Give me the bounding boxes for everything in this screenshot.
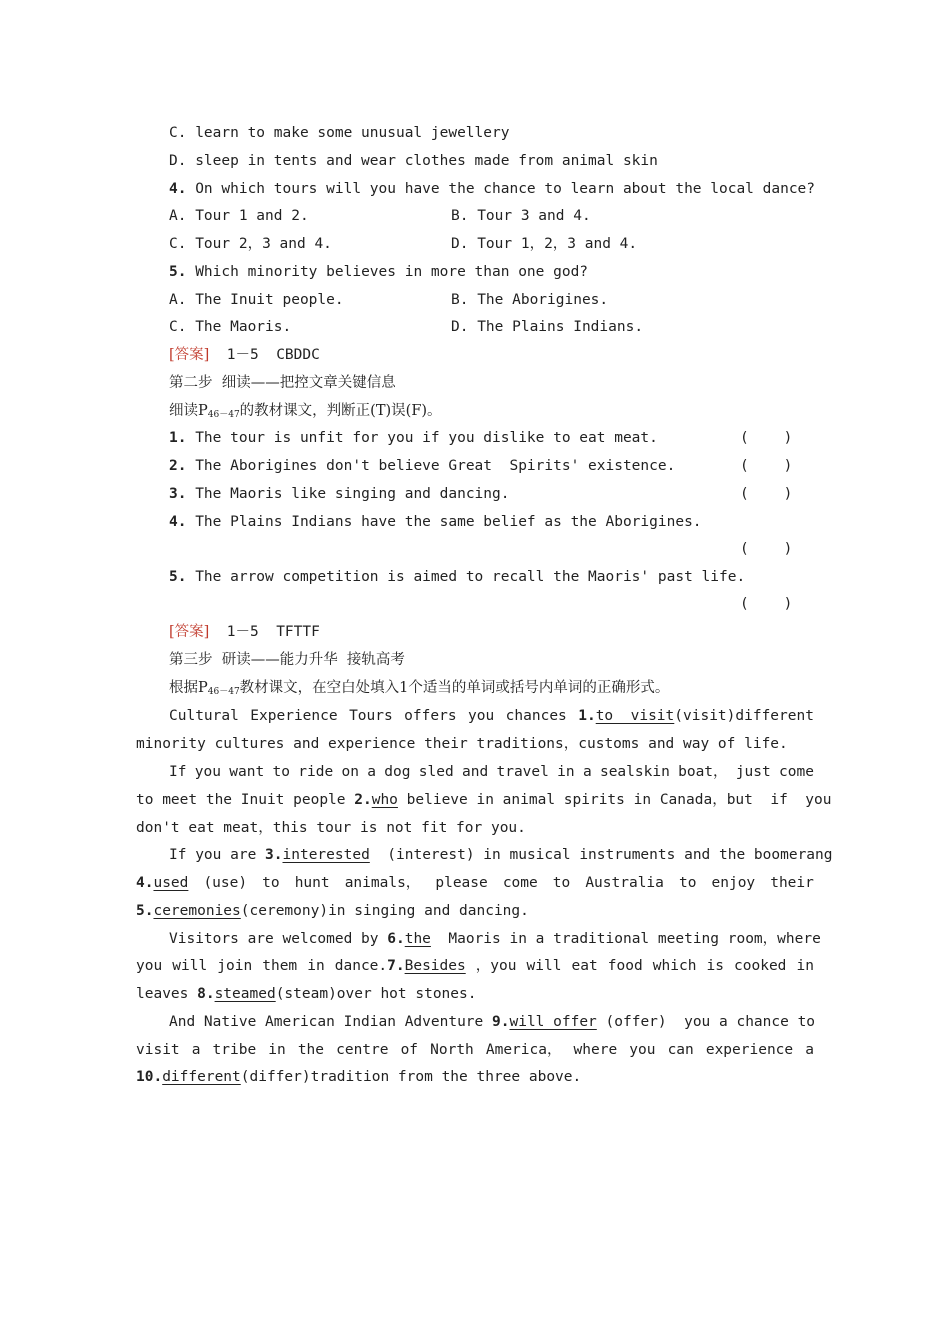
blank-answer: different <box>162 1069 241 1085</box>
item-number: 2. <box>169 458 187 474</box>
word: you <box>468 708 495 724</box>
word: Experience <box>250 708 338 724</box>
blank-answer: ceremonies <box>153 903 241 919</box>
word: If <box>169 764 187 780</box>
instr-post: 的教材课文，判断正(T)误(F)。 <box>239 403 442 419</box>
blank-number: 5. <box>136 903 154 919</box>
passage-p4-line3 <box>136 984 476 1004</box>
blank-answer: to visit <box>595 708 675 724</box>
instr-pre: 细读P <box>169 403 208 419</box>
q5-option-a: A. The Inuit people. <box>169 292 344 308</box>
blank-answer: the <box>404 931 431 947</box>
word: America， <box>485 1042 562 1058</box>
passage-p2-line1 <box>169 762 814 782</box>
text: to meet the Inuit people <box>136 792 355 808</box>
answer-line-1 <box>169 345 320 365</box>
passage-p5-line3 <box>136 1067 581 1087</box>
word: please <box>435 875 488 891</box>
word: to <box>262 875 280 891</box>
blank-number: 4. <box>136 875 154 891</box>
passage-p3-line2 <box>136 873 814 893</box>
word: eat <box>571 958 598 974</box>
blank-number: 1. <box>578 708 596 724</box>
blank-1 <box>578 706 814 726</box>
word: you <box>629 1042 656 1058</box>
word: where <box>573 1042 618 1058</box>
blank-number: 3. <box>265 847 283 863</box>
blank-number: 8. <box>197 986 215 1002</box>
item-number: 1. <box>169 430 187 446</box>
blank-answer: who <box>371 792 398 808</box>
text: And Native American Indian Adventure <box>169 1014 493 1030</box>
word: to <box>272 764 290 780</box>
text: Visitors are welcomed by <box>169 931 388 947</box>
tf-item-5 <box>169 567 745 587</box>
word: is <box>706 958 724 974</box>
word: ，you <box>475 958 517 974</box>
item-text: The Aborigines don't believe Great Spirits' existence. <box>186 458 676 474</box>
step2-heading: 第二步 细读——把控文章关键信息 <box>169 375 396 391</box>
tf-item-4 <box>169 512 702 532</box>
step2-instruction <box>169 401 442 425</box>
word: and <box>461 764 489 780</box>
q5-option-b: B. The Aborigines. <box>451 292 609 308</box>
blank-answer: steamed <box>214 986 276 1002</box>
word: Tours <box>349 708 393 724</box>
word: can <box>667 1042 694 1058</box>
word: the <box>297 1042 325 1058</box>
word: will <box>172 958 208 974</box>
word: ride <box>298 764 334 780</box>
word: a <box>367 764 376 780</box>
word: them <box>262 958 298 974</box>
text: (steam)over hot stones. <box>275 986 477 1002</box>
tf-item-3 <box>169 484 509 504</box>
item-text: The Maoris like singing and dancing. <box>186 486 510 502</box>
word: come <box>502 875 538 891</box>
word: a <box>191 1042 201 1058</box>
q3-option-c: C. learn to make some unusual jewellery <box>169 125 510 141</box>
question-number: 4. <box>169 181 187 197</box>
word: of <box>400 1042 419 1058</box>
q5-option-c: C. The Maoris. <box>169 319 292 335</box>
q4-option-d: D. Tour 1，2，3 and 4. <box>451 236 638 252</box>
answer-tag: [答案] <box>169 347 210 363</box>
passage-p2-line3: don't eat meat，this tour is not fit for you. <box>136 820 526 836</box>
word: North <box>430 1042 474 1058</box>
blank-number: 7. <box>387 958 405 974</box>
passage-p4-line2 <box>136 956 814 976</box>
word: which <box>652 958 697 974</box>
word: will <box>526 958 562 974</box>
step3-instruction <box>169 678 669 702</box>
question-number: 5. <box>169 264 187 280</box>
blank-number: 2. <box>354 792 372 808</box>
passage-p5-line2 <box>136 1040 814 1060</box>
item-number: 5. <box>169 569 187 585</box>
item-text: The Plains Indians have the same belief as the Aborigines. <box>186 514 702 530</box>
question-text: Which minority believes in more than one god? <box>186 264 589 280</box>
answer-bracket[interactable]: ( ) <box>740 430 793 446</box>
word: join <box>217 958 253 974</box>
word: travel <box>496 764 549 780</box>
tf-item-2 <box>169 456 675 476</box>
question-text: On which tours will you have the chance to learn about the local dance? <box>186 181 816 197</box>
text: (ceremony)in singing and dancing. <box>240 903 529 919</box>
word: want <box>229 764 265 780</box>
word: in <box>796 958 814 974</box>
word: boat， <box>678 764 728 780</box>
passage-p4-line1 <box>169 929 821 949</box>
text: believe in animal spirits in Canada，but if you <box>397 792 832 808</box>
instr-post: 教材课文，在空白处填入1个适当的单词或括号内单词的正确形式。 <box>239 680 670 696</box>
text: (visit)different <box>674 708 814 724</box>
page-range: 46－47 <box>207 410 240 420</box>
answer-bracket[interactable]: ( ) <box>740 596 793 612</box>
word: animals， <box>344 875 421 891</box>
blank-number: 9. <box>492 1014 510 1030</box>
q4-option-c: C. Tour 2，3 and 4. <box>169 236 332 252</box>
answer-text: 1－5 TFTTF <box>209 624 320 640</box>
text: (offer) you a chance to <box>596 1014 816 1030</box>
blank-4 <box>136 873 188 893</box>
passage-p3-line1 <box>169 845 833 865</box>
word: in <box>557 764 575 780</box>
answer-line-2 <box>169 622 320 642</box>
answer-bracket[interactable]: ( ) <box>740 486 793 502</box>
instr-pre: 根据P <box>169 680 208 696</box>
word: chances <box>505 708 567 724</box>
question-5 <box>169 262 588 282</box>
q4-option-b: B. Tour 3 and 4. <box>451 208 591 224</box>
blank-answer: used <box>153 875 189 891</box>
passage-p1-line2: minority cultures and experience their traditions，customs and way of life. <box>136 736 788 752</box>
word: visit <box>136 1042 180 1058</box>
passage-p5-line1 <box>169 1012 815 1032</box>
word: Australia <box>585 875 664 891</box>
item-number: 3. <box>169 486 187 502</box>
word: tribe <box>212 1042 257 1058</box>
tf-item-1 <box>169 428 658 448</box>
word: to <box>678 875 697 891</box>
word: in <box>268 1042 286 1058</box>
word: hunt <box>294 875 330 891</box>
word: a <box>805 1042 814 1058</box>
q5-option-d: D. The Plains Indians. <box>451 319 644 335</box>
word: cooked <box>734 958 787 974</box>
item-number: 4. <box>169 514 187 530</box>
blank-answer: Besides <box>404 958 466 974</box>
word: (use) <box>203 875 248 891</box>
word: centre <box>336 1042 389 1058</box>
item-text: The arrow competition is aimed to recall the Maoris' past life. <box>186 569 746 585</box>
item-text: The tour is unfit for you if you dislike to eat meat. <box>186 430 658 446</box>
word: in <box>307 958 325 974</box>
passage-p3-line3 <box>136 901 529 921</box>
word: dance. <box>334 958 388 974</box>
page-range: 46－47 <box>207 687 240 697</box>
word: Cultural <box>169 708 239 724</box>
q4-option-a: A. Tour 1 and 2. <box>169 208 309 224</box>
answer-text: 1－5 CBDDC <box>209 347 320 363</box>
word: their <box>770 875 814 891</box>
answer-bracket[interactable]: ( ) <box>740 458 793 474</box>
text: Maoris in a traditional meeting room，where <box>430 931 821 947</box>
word: sled <box>418 764 454 780</box>
answer-bracket[interactable]: ( ) <box>740 541 793 557</box>
word: come <box>779 764 814 780</box>
blank-answer: interested <box>282 847 370 863</box>
word: sealskin <box>599 764 670 780</box>
blank-answer: will offer <box>509 1014 597 1030</box>
passage-p2-line2 <box>136 790 831 810</box>
word: offers <box>404 708 457 724</box>
word: you <box>136 958 163 974</box>
blank-number: 10. <box>136 1069 163 1085</box>
word: you <box>194 764 221 780</box>
text: (interest) in musical instruments and the boomerang <box>369 847 833 863</box>
word: experience <box>705 1042 794 1058</box>
word: to <box>552 875 571 891</box>
q3-option-d: D. sleep in tents and wear clothes made from animal skin <box>169 153 658 169</box>
answer-tag: [答案] <box>169 624 210 640</box>
blank-number: 6. <box>387 931 405 947</box>
text: If you are <box>169 847 266 863</box>
word: dog <box>384 764 411 780</box>
word: food <box>607 958 643 974</box>
text: (differ)tradition from the three above. <box>240 1069 582 1085</box>
word: a <box>582 764 592 780</box>
word: enjoy <box>711 875 756 891</box>
passage-p1-line1 <box>169 706 814 726</box>
step3-heading: 第三步 研读——能力升华 接轨高考 <box>169 652 405 668</box>
question-4 <box>169 179 815 199</box>
blank-7 <box>335 956 466 976</box>
text: leaves <box>136 986 198 1002</box>
word: on <box>341 764 359 780</box>
word: just <box>735 764 771 780</box>
